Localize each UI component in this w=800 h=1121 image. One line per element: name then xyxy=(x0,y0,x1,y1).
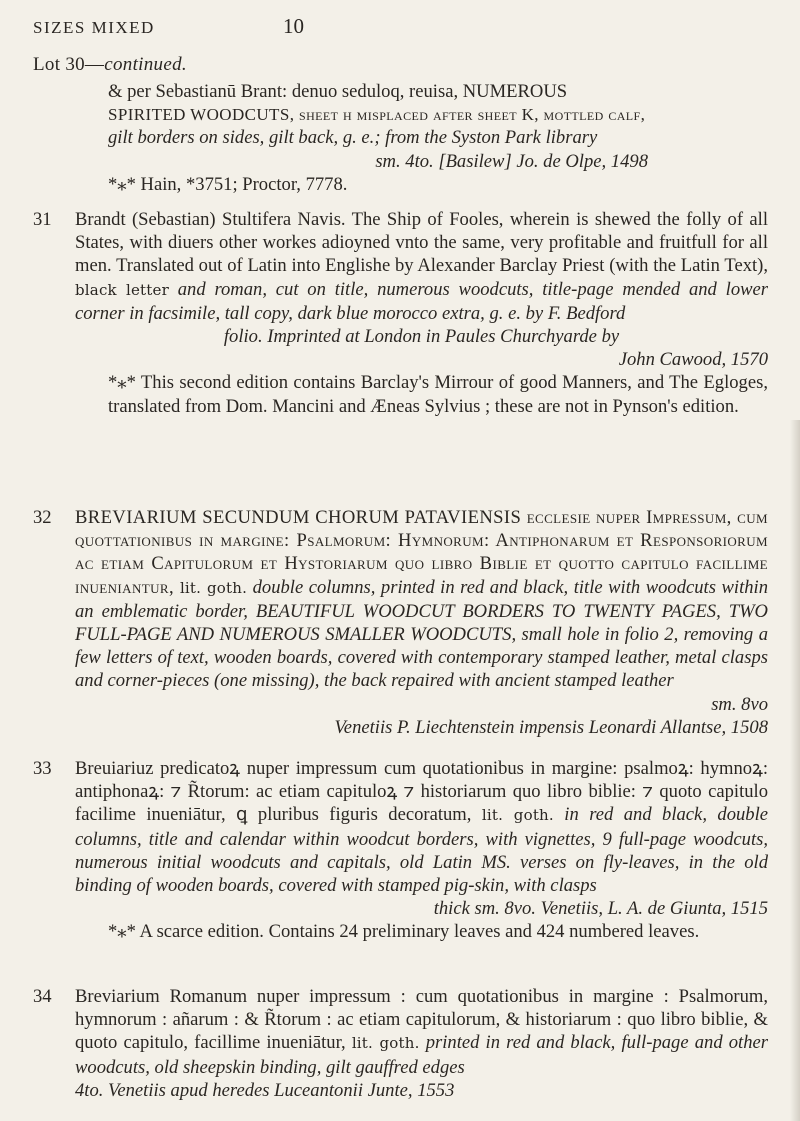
entry-line: & per Sebastianū Brant: denuo seduloq, reuisa, NUMEROUS xyxy=(108,81,568,102)
page-number: 10 xyxy=(283,14,304,38)
lot-label: Lot 30— xyxy=(33,54,105,75)
section-title: SIZES MIXED xyxy=(33,18,155,37)
description-italic: printed in red and black, full-page and other woodcuts, old sheepskin binding, gilt gauffred edges xyxy=(75,1032,769,1078)
entry-note: *⁎* This second edition contains Barclay's Mirrour of good Manners, and The Egloges, translated from Dom. Mancini and Æneas Sylvius ; these are not in Pynson's edition. xyxy=(108,372,768,417)
description-text: Breuiariuz predicatoꝝ nuper impressum cum quotationibus in margine: psalmoꝝ: hymnoꝝ: antiphonaꝝ: ⁊ R̃torum: ac etiam capituloꝝ ⁊ historiarum quo libro biblie: ⁊ quoto capitulo facilime inueniātur, ꝗ pluribus figuris decoratum, xyxy=(75,758,768,826)
page-header xyxy=(33,14,760,44)
entry-text xyxy=(108,80,768,196)
entry-imprint: thick sm. 8vo. Venetiis, L. A. de Giunta, 1515 xyxy=(433,898,768,920)
entry-imprint: 4to. Venetiis apud heredes Luceantonii Junte, 1553 xyxy=(75,1079,455,1101)
description-italic: and roman, cut on title, numerous woodcuts, title-page mended and lower corner in facsimile, tall copy, dark blue morocco extra, g. e. by F. Bedford xyxy=(75,278,769,324)
entry-imprint: sm. 4to. [Basilew] Jo. de Olpe, 1498 xyxy=(375,150,648,172)
entry-imprint: John Cawood, 1570 xyxy=(618,349,768,371)
entry-text xyxy=(75,506,768,739)
description-italic: double columns, printed in red and black, title with woodcuts within an emblematic border, BEAUTIFUL WOODCUT BORDERS TO TWENTY PAGES, TWO FULL-PAGE AND NUMEROUS SMALLER WOODCUTS, small hole in folio 2, removing a few letters of text, wooden boards, covered with contemporary stamped leather, metal clasps and corner-pieces (one missing), the back repaired with ancient stamped leather xyxy=(75,576,768,692)
description-text: Breviarium Romanum nuper impressum : cum quotationibus in margine : Psalmorum, hymnorum : añarum : & R̃torum : ac etiam capitulorum, & historiarum : quo libro biblie, & quoto capitulo, facillime inueniātur, xyxy=(75,986,768,1054)
entry-text xyxy=(75,985,768,1102)
entry-line: gilt borders on sides, gilt back, g. e.; from the Syston Park library xyxy=(108,127,598,149)
lot-number: 33 xyxy=(33,758,52,779)
lot-entry-33 xyxy=(33,757,768,944)
lot-entry-34 xyxy=(33,985,768,1102)
blackletter-text: lit. goth. xyxy=(179,578,248,597)
entry-description xyxy=(75,985,768,1079)
continued-label: continued. xyxy=(104,54,187,75)
lot-entry-31 xyxy=(33,208,768,418)
blackletter-text: lit. goth. xyxy=(481,806,554,825)
entry-text xyxy=(75,208,768,418)
entry-imprint: Venetiis P. Liechtenstein impensis Leonardi Allantse, 1508 xyxy=(334,716,768,738)
blackletter-text: black letter xyxy=(75,280,169,299)
lot-entry-32 xyxy=(33,506,768,739)
entry-description xyxy=(75,506,768,693)
entry-description xyxy=(75,208,768,325)
lot-heading xyxy=(33,54,187,76)
lot-entry-30 xyxy=(33,80,768,196)
entry-imprint: folio. Imprinted at London in Paules Churchyarde by xyxy=(223,326,620,348)
description-text: Brandt (Sebastian) Stultifera Navis. The Ship of Fooles, wherein is shewed the folly of all States, with diuers other workes adioyned vnto the same, very profitable and fruitfull for all men. Translated out of Latin into Englishe by Alexander Barclay Priest (with the Latin Text), xyxy=(75,209,768,277)
description-italic: in red and black, double columns, title and calendar within woodcut borders, with vignettes, 9 full-page woodcuts, numerous initial woodcuts and capitals, old Latin MS. verses on fly-leaves, in the old binding of wooden boards, covered with stamped pig-skin, with clasps xyxy=(75,804,768,897)
blackletter-text: lit. goth. xyxy=(351,1034,420,1053)
lot-number: 34 xyxy=(33,986,52,1007)
entry-imprint: sm. 8vo xyxy=(711,693,768,715)
lot-number: 31 xyxy=(33,209,52,230)
entry-note: *⁎* A scarce edition. Contains 24 preliminary leaves and 424 numbered leaves. xyxy=(108,921,700,943)
entry-text xyxy=(75,757,768,944)
entry-line: SPIRITED WOODCUTS, sheet h misplaced after sheet K, mottled calf, xyxy=(108,105,646,125)
page-edge-shadow xyxy=(790,420,800,1121)
lot-number: 32 xyxy=(33,507,52,528)
description-text: BREVIARIUM SECUNDUM CHORUM PATAVIENSIS ecclesie nuper Impressum, cum quottationibus in margine: Psalmorum: Hymnorum: Antiphonarum et Responsoriorum ac etiam Capitulorum et Hystoriarum quo libro Biblie et quotto capitulo facillime inueniantur, xyxy=(75,507,768,598)
entry-description xyxy=(75,757,768,897)
entry-note: *⁎* Hain, *3751; Proctor, 7778. xyxy=(108,173,348,195)
